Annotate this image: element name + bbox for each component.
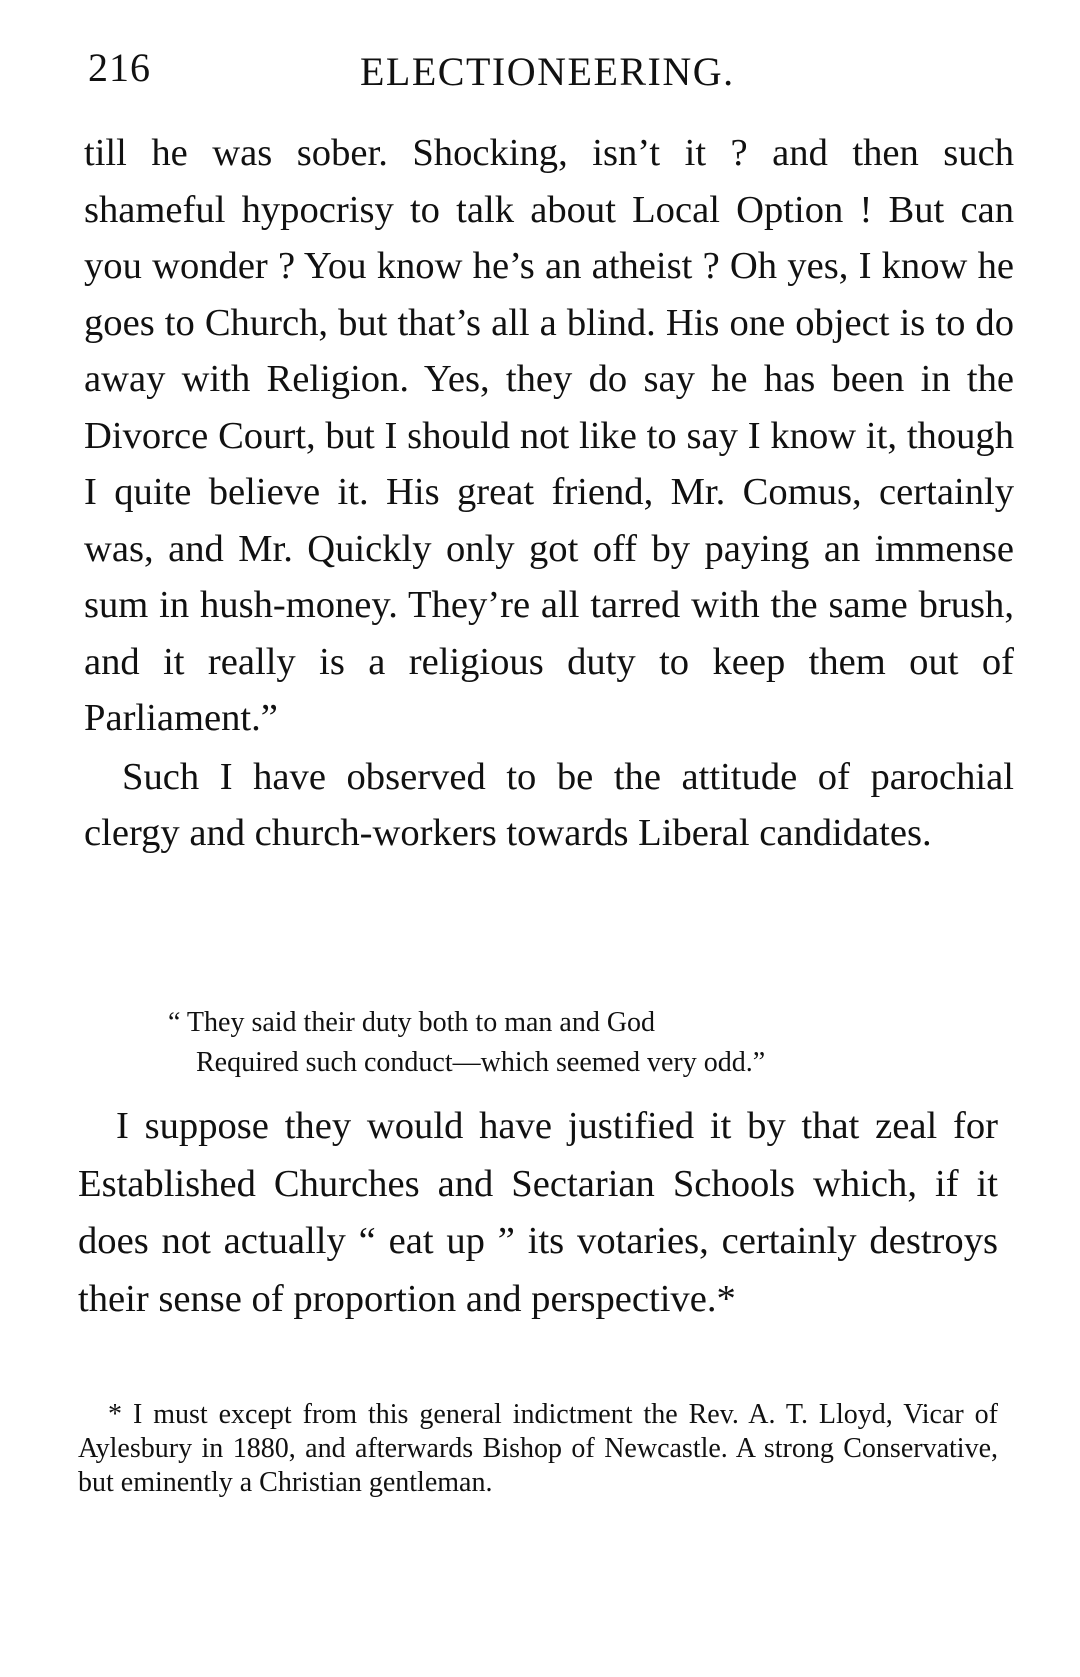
running-head bbox=[88, 44, 1018, 104]
verse-line-2: Required such conduct—which seemed very odd.” bbox=[196, 1047, 766, 1078]
paragraph-attitude: Such I have observed to be the attitude of parochial clergy and church-workers towards Liberal candidates. bbox=[84, 755, 1014, 854]
main-text-continued bbox=[78, 1098, 998, 1328]
paragraph-continued: till he was sober. Shocking, isn’t it ? and then such shameful hypocrisy to talk about Local Option ! But can you wonder ? You know he’s an atheist ? Oh yes, I know he goes to Church, but that’s all a blind. His one object is to do away with Religion. Yes, they do say he has been in the Divorce Court, but I should not like to say I know it, though I quite believe it. His great friend, Mr. Comus, certainly was, and Mr. Quickly only got off by paying an immense sum in hush-money. They’re all tarred with the same brush, and it really is a religious duty to keep them out of Parliament.” bbox=[84, 132, 1014, 739]
verse-line-1: “ They said their duty both to man and God bbox=[168, 1007, 656, 1038]
footnote-text: * I must except from this general indictment the Rev. A. T. Lloyd, Vicar of Aylesbury in 1880, and afterwards Bishop of Newcastle. A strong Conservative, but eminently a Christian gentleman. bbox=[78, 1399, 998, 1498]
page-number: 216 bbox=[88, 45, 151, 90]
footnote bbox=[78, 1398, 998, 1500]
running-title: ELECTIONEERING. bbox=[360, 49, 735, 94]
main-text bbox=[84, 125, 1014, 862]
verse-quotation bbox=[168, 1003, 928, 1083]
paragraph-zeal: I suppose they would have justified it by that zeal for Established Churches and Sectarian Schools which, if it does not actually “ eat up ” its votaries, certainly destroys their sense of proportion and perspective.* bbox=[78, 1105, 998, 1320]
